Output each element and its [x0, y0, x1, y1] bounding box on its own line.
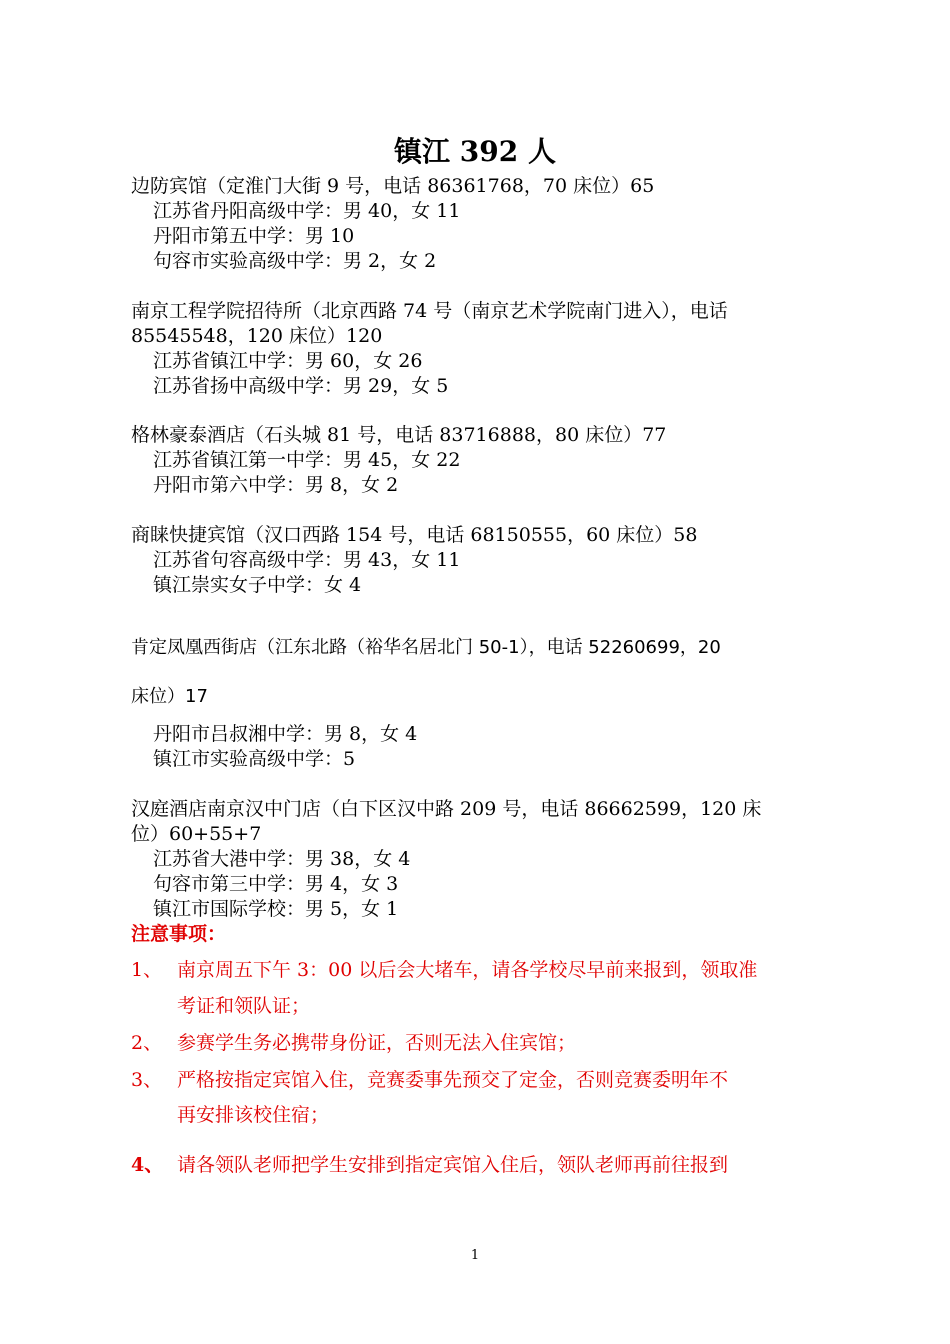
- hotel-1-school-1: 江苏省丹阳高级中学：男 40，女 11: [153, 200, 461, 222]
- hotel-5-school-2: 镇江市实验高级中学：5: [153, 748, 356, 770]
- note-3-line-1: 严格按指定宾馆入住，竞赛委事先预交了定金，否则竞赛委明年不: [177, 1069, 729, 1091]
- hotel-6-school-2: 句容市第三中学：男 4，女 3: [153, 873, 399, 895]
- hotel-3-header: 格林豪泰酒店（石头城 81 号，电话 83716888，80 床位）77: [131, 424, 667, 446]
- notes-heading: 注意事项：: [131, 923, 227, 945]
- note-3-number: 3、: [131, 1069, 163, 1091]
- note-1-number: 1、: [131, 959, 163, 981]
- hotel-4-school-2: 镇江崇实女子中学：女 4: [153, 574, 362, 596]
- hotel-5-header-cont: 床位）17: [131, 686, 208, 707]
- hotel-1-school-2: 丹阳市第五中学：男 10: [153, 225, 355, 247]
- note-2-number: 2、: [131, 1032, 163, 1054]
- hotel-6-school-3: 镇江市国际学校：男 5，女 1: [153, 898, 399, 920]
- hotel-4-header: 商睐快捷宾馆（汉口西路 154 号，电话 68150555，60 床位）58: [131, 524, 698, 546]
- hotel-3-school-1: 江苏省镇江第一中学：男 45，女 22: [153, 449, 461, 471]
- hotel-1-header: 边防宾馆（定淮门大街 9 号，电话 86361768，70 床位）65: [131, 175, 655, 197]
- note-3-line-2: 再安排该校住宿；: [177, 1104, 330, 1126]
- page-number: 1: [470, 1248, 480, 1263]
- hotel-4-school-1: 江苏省句容高级中学：男 43，女 11: [153, 549, 461, 571]
- note-2-line-1: 参赛学生务必携带身份证，否则无法入住宾馆；: [177, 1032, 577, 1054]
- hotel-2-school-2: 江苏省扬中高级中学：男 29，女 5: [153, 375, 449, 397]
- hotel-2-header-cont: 85545548，120 床位）120: [131, 325, 383, 347]
- note-1-line-1: 南京周五下午 3：00 以后会大堵车，请各学校尽早前来报到，领取准: [177, 959, 758, 981]
- hotel-2-header: 南京工程学院招待所（北京西路 74 号（南京艺术学院南门进入），电话: [131, 300, 728, 322]
- hotel-6-school-1: 江苏省大港中学：男 38，女 4: [153, 848, 411, 870]
- hotel-6-header: 汉庭酒店南京汉中门店（白下区汉中路 209 号，电话 86662599，120 床: [131, 798, 762, 820]
- note-4-line-1: 请各领队老师把学生安排到指定宾馆入住后，领队老师再前往报到: [177, 1154, 729, 1176]
- hotel-2-school-1: 江苏省镇江中学：男 60，女 26: [153, 350, 423, 372]
- note-1-line-2: 考证和领队证；: [177, 995, 311, 1017]
- hotel-1-school-3: 句容市实验高级中学：男 2，女 2: [153, 250, 437, 272]
- page-title: 镇江 392 人: [394, 135, 556, 168]
- hotel-3-school-2: 丹阳市第六中学：男 8，女 2: [153, 474, 399, 496]
- hotel-5-school-1: 丹阳市吕叔湘中学：男 8，女 4: [153, 723, 418, 745]
- hotel-6-header-cont: 位）60+55+7: [131, 823, 262, 845]
- hotel-5-header: 肯定凤凰西街店（江东北路（裕华名居北门 50-1），电话 52260699，20: [131, 637, 721, 658]
- note-4-number: 4、: [131, 1154, 164, 1176]
